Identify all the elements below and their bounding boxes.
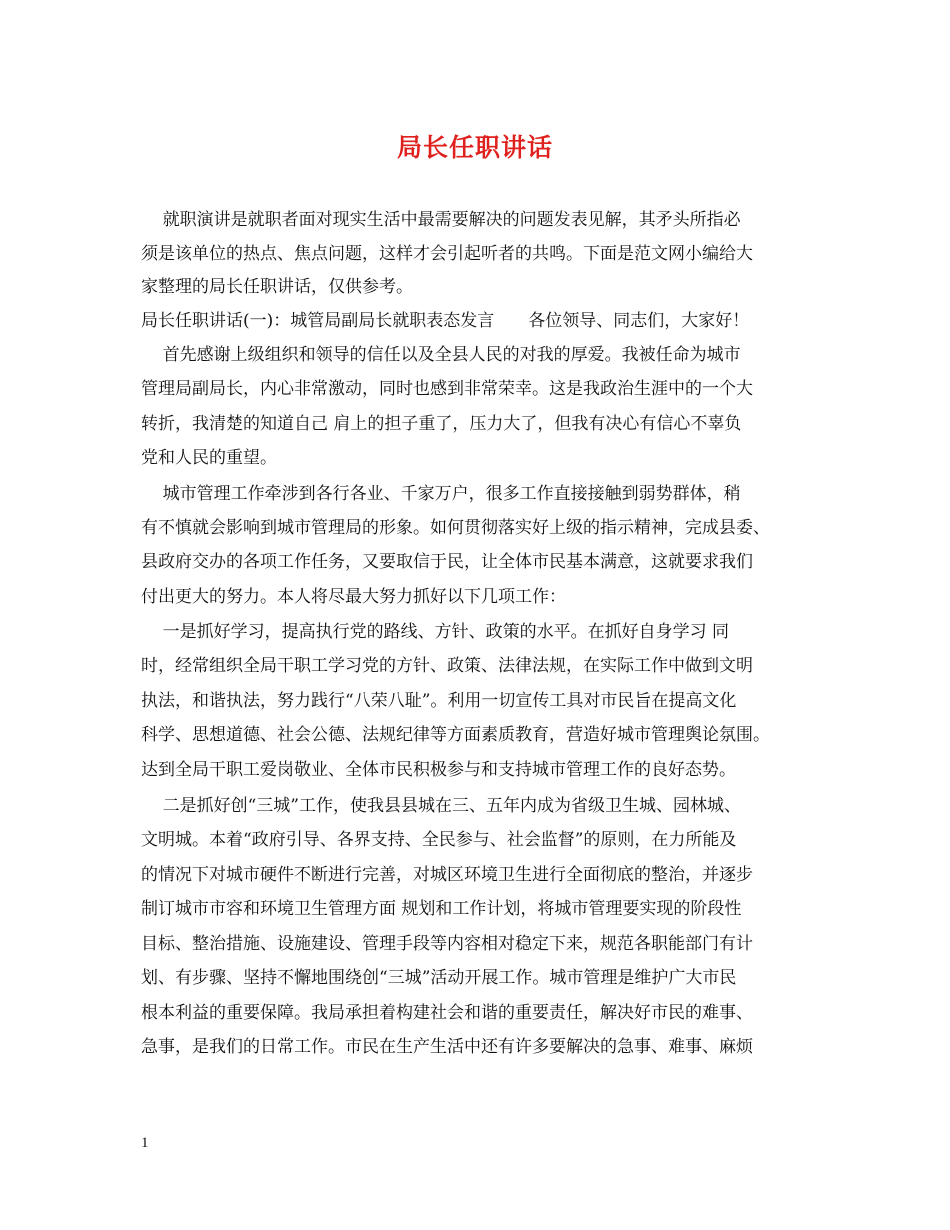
body-line: 目标、整治措施、设施建设、管理手段等内容相对稳定下来，规范各职能部门有计 bbox=[141, 934, 753, 954]
body-line: 划、有步骤、坚持不懈地围绕创“三城”活动开展工作。城市管理是维护广大市民 bbox=[141, 968, 737, 988]
body-line: 党和人民的重望。 bbox=[141, 448, 277, 468]
body-line: 急事，是我们的日常工作。市民在生产生活中还有许多要解决的急事、难事、麻烦 bbox=[141, 1037, 753, 1057]
body-line: 科学、思想道德、社会公德、法规纪律等方面素质教育，营造好城市管理舆论氛围。 bbox=[141, 725, 770, 745]
body-line: 须是该单位的热点、焦点问题，这样才会引起听者的共鸣。下面是范文网小编给大 bbox=[141, 244, 753, 264]
body-line: 转折，我清楚的知道自己 肩上的担子重了，压力大了，但我有决心有信心不辜负 bbox=[141, 414, 742, 434]
body-line: 管理局副局长，内心非常激动，同时也感到非常荣幸。这是我政治生涯中的一个大 bbox=[141, 379, 753, 399]
body-line: 文明城。本着“政府引导、各界支持、全民参与、社会监督”的原则，在力所能及 bbox=[141, 830, 737, 850]
document-title: 局长任职讲话 bbox=[396, 133, 553, 162]
body-line: 的情况下对城市硬件不断进行完善，对城区环境卫生进行全面彻底的整治，并逐步 bbox=[141, 865, 753, 885]
body-line: 就职演讲是就职者面对现实生活中最需要解决的问题发表见解，其矛头所指必 bbox=[141, 210, 741, 230]
body-line: 付出更大的努力。本人将尽最大努力抓好以下几项工作： bbox=[141, 587, 566, 607]
body-line: 首先感谢上级组织和领导的信任以及全县人民的对我的厚爱。我被任命为城市 bbox=[141, 345, 741, 365]
body-line: 时，经常组织全局干职工学习党的方针、政策、法律法规，在实际工作中做到文明 bbox=[141, 656, 753, 676]
body-line: 局长任职讲话(一)：城管局副局长就职表态发言 各位领导、同志们，大家好！ bbox=[141, 311, 750, 331]
body-line: 有不慎就会影响到城市管理局的形象。如何贯彻落实好上级的指示精神，完成县委、 bbox=[141, 518, 770, 538]
body-line: 达到全局干职工爱岗敬业、全体市民积极参与和支持城市管理工作的良好态势。 bbox=[141, 760, 736, 780]
body-line: 家整理的局长任职讲话，仅供参考。 bbox=[141, 277, 413, 297]
body-line: 一是抓好学习，提高执行党的路线、方针、政策的水平。在抓好自身学习 同 bbox=[141, 622, 730, 642]
body-line: 二是抓好创“三城”工作，使我县县城在三、五年内成为省级卫生城、园林城、 bbox=[141, 796, 741, 816]
body-line: 城市管理工作牵涉到各行各业、千家万户，很多工作直接接触到弱势群体，稍 bbox=[141, 484, 741, 504]
body-line: 县政府交办的各项工作任务，又要取信于民，让全体市民基本满意，这就要求我们 bbox=[141, 552, 753, 572]
page-number: 1 bbox=[141, 1135, 149, 1151]
body-line: 制订城市市容和环境卫生管理方面 规划和工作计划，将城市管理要实现的阶段性 bbox=[141, 899, 742, 919]
body-line: 执法，和谐执法，努力践行“八荣八耻”。利用一切宣传工具对市民旨在提高文化 bbox=[141, 691, 737, 711]
body-line: 根本利益的重要保障。我局承担着构建社会和谐的重要责任，解决好市民的难事、 bbox=[141, 1003, 753, 1023]
